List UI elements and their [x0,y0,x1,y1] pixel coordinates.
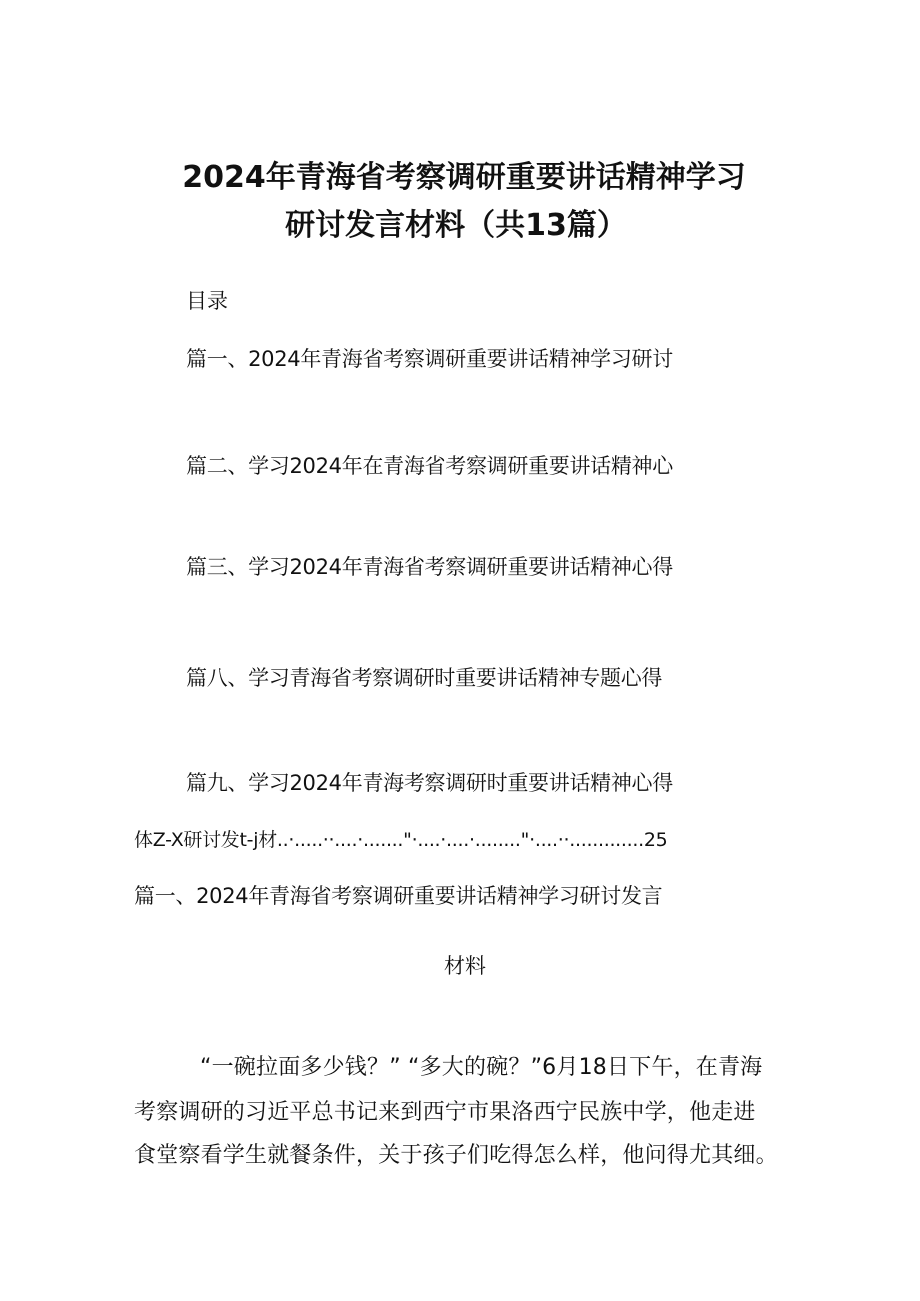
body-paragraph-line: “一碗拉面多少钱？” “多大的碗？”6月18日下午，在青海 [200,1055,763,1080]
document-title-line-2: 研讨发言材料（共13篇） [285,208,627,243]
toc-item[interactable]: 篇九、学习2024年青海考察调研时重要讲话精神心得 [186,771,673,795]
section-heading-line-1: 篇一、2024年青海省考察调研重要讲话精神学习研讨发言 [134,884,663,908]
toc-item-continuation[interactable]: 体Z-X研讨发t-j材..·.....··....·......."·....·....·........"·....··.............25 [134,829,668,851]
toc-item[interactable]: 篇一、2024年青海省考察调研重要讲话精神学习研讨 [186,347,673,371]
section-heading-line-2-text: 材料 [444,954,486,978]
toc-heading: 目录 [186,289,228,313]
document-title-line-1: 2024年青海省考察调研重要讲话精神学习 [182,160,746,195]
section-heading-line-2 [0,950,920,980]
body-paragraph-line: 食堂察看学生就餐条件，关于孩子们吃得怎么样，他问得尤其细。 [134,1143,778,1168]
toc-item[interactable]: 篇三、学习2024年青海省考察调研重要讲话精神心得 [186,555,673,579]
body-paragraph-line: 考察调研的习近平总书记来到西宁市果洛西宁民族中学，他走进 [134,1100,756,1125]
toc-item[interactable]: 篇八、学习青海省考察调研时重要讲话精神专题心得 [186,666,663,690]
toc-item[interactable]: 篇二、学习2024年在青海省考察调研重要讲话精神心 [186,454,673,478]
